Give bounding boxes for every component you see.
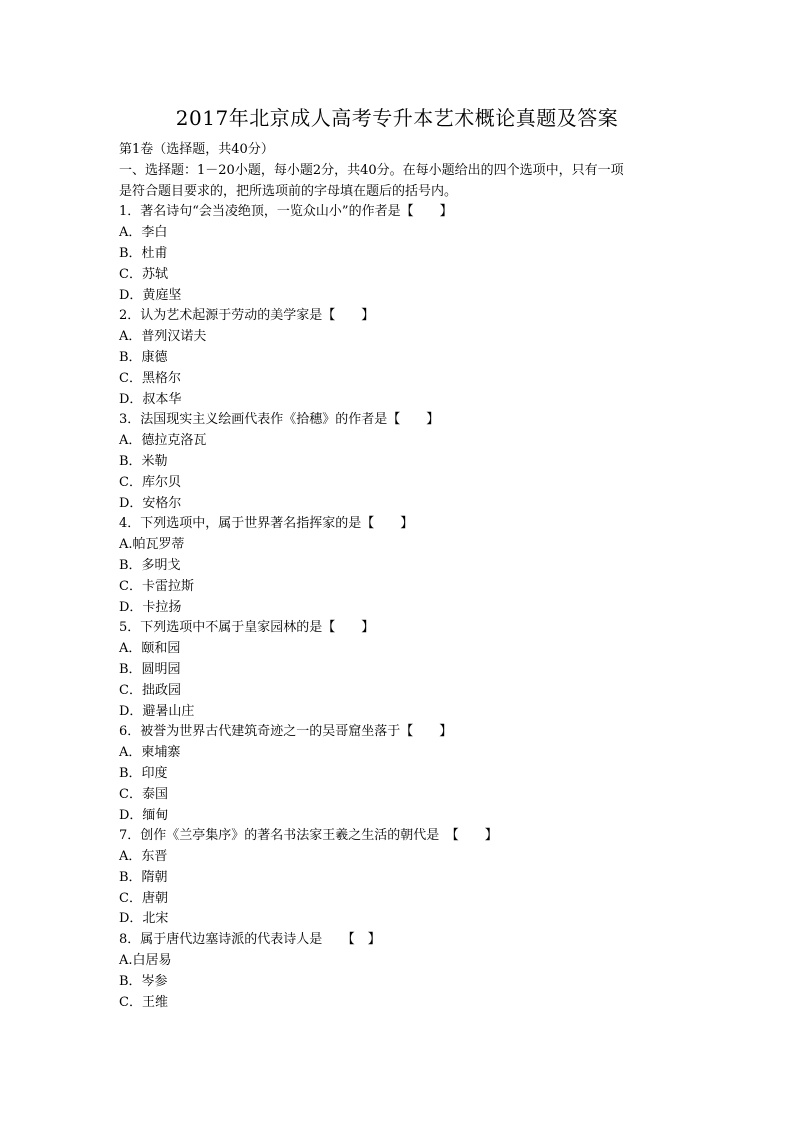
- question-4: [119, 514, 679, 618]
- question-7: [119, 826, 679, 930]
- question-option: A.帕瓦罗蒂: [119, 537, 185, 553]
- question-option: D．北宋: [119, 911, 169, 927]
- question-option: C．唐朝: [119, 890, 168, 906]
- question-option: B．米勒: [119, 453, 168, 469]
- instruction-line: 是符合题目要求的，把所选项前的字母填在题后的括号内。: [119, 183, 458, 199]
- question-stem: 1．著名诗句“会当凌绝顶，一览众山小”的作者是【 】: [119, 204, 453, 220]
- question-option: B．印度: [119, 765, 168, 781]
- question-stem: 7．创作《兰亭集序》的著名书法家王羲之生活的朝代是 【 】: [119, 828, 498, 844]
- question-2: [119, 306, 679, 410]
- question-option: A．普列汉诺夫: [119, 329, 207, 345]
- question-stem: 3．法国现实主义绘画代表作《拾穗》的作者是【 】: [119, 412, 440, 428]
- question-option: D．卡拉扬: [119, 599, 182, 615]
- section-header: 第1卷（选择题，共40分）: [119, 142, 274, 157]
- question-option: C．苏轼: [119, 266, 168, 282]
- question-5: [119, 618, 679, 722]
- document-title: 2017年北京成人高考专升本艺术概论真题及答案: [175, 106, 619, 130]
- question-option: D．黄庭坚: [119, 287, 182, 303]
- document-body: [119, 140, 679, 1013]
- question-option: C．拙政园: [119, 682, 181, 698]
- question-option: C．黑格尔: [119, 370, 181, 386]
- question-option: C．库尔贝: [119, 474, 181, 490]
- question-stem: 2．认为艺术起源于劳动的美学家是【 】: [119, 308, 375, 324]
- question-option: C．王维: [119, 994, 168, 1010]
- question-3: [119, 410, 679, 514]
- question-option: D．安格尔: [119, 495, 182, 511]
- question-option: A．东晋: [119, 849, 168, 865]
- question-option: A.白居易: [119, 953, 172, 969]
- question-option: B．岑参: [119, 973, 168, 989]
- question-6: [119, 722, 679, 826]
- question-option: A．颐和园: [119, 641, 181, 657]
- question-option: B．圆明园: [119, 661, 181, 677]
- question-option: B．多明戈: [119, 557, 181, 573]
- question-option: B．杜甫: [119, 245, 168, 261]
- question-option: A．柬埔寨: [119, 745, 181, 761]
- question-8: [119, 930, 679, 1013]
- question-option: B．隋朝: [119, 869, 168, 885]
- question-option: A．李白: [119, 225, 168, 241]
- question-stem: 6．被誉为世界古代建筑奇迹之一的吴哥窟坐落于【 】: [119, 724, 453, 740]
- question-option: C．卡雷拉斯: [119, 578, 194, 594]
- question-1: [119, 202, 679, 306]
- question-option: D．缅甸: [119, 807, 169, 823]
- question-option: D．叔本华: [119, 391, 182, 407]
- question-option: D．避暑山庄: [119, 703, 195, 719]
- instructions: [119, 161, 679, 203]
- instruction-line: 一、选择题：1－20小题，每小题2分，共40分。在每小题给出的四个选项中，只有一项: [119, 162, 624, 178]
- question-stem: 4．下列选项中，属于世界著名指挥家的是【 】: [119, 516, 414, 532]
- question-option: C．泰国: [119, 786, 168, 802]
- question-stem: 5．下列选项中不属于皇家园林的是【 】: [119, 620, 375, 636]
- question-stem: 8．属于唐代边塞诗派的代表诗人是 【 】: [119, 932, 381, 948]
- question-option: B．康德: [119, 349, 168, 365]
- question-option: A．德拉克洛瓦: [119, 433, 207, 449]
